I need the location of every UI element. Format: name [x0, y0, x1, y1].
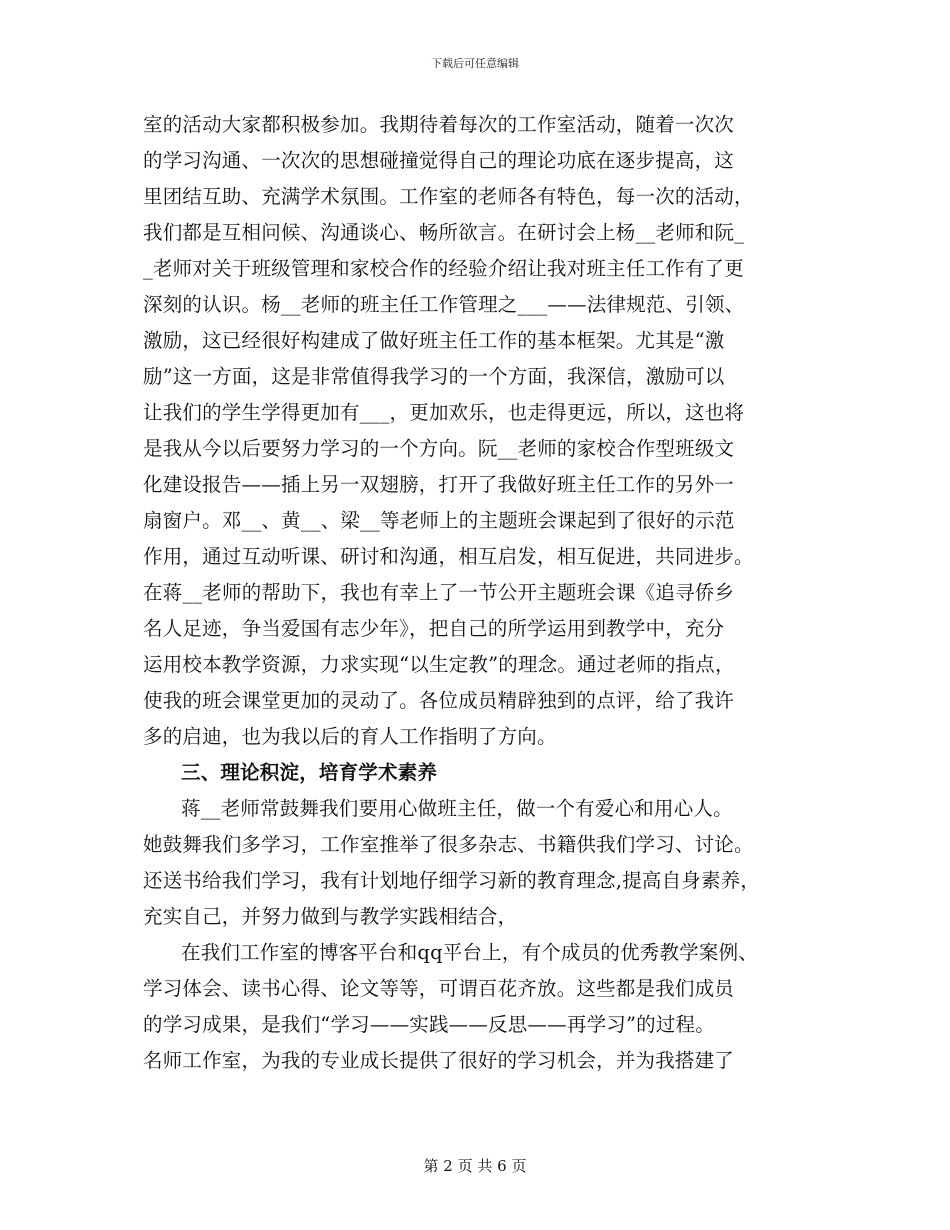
text-line: 励”这一方面，这是非常值得我学习的一个方面，我深信，激励可以	[143, 365, 725, 388]
text-line: 运用校本教学资源，力求实现“以生定教”的理念。通过老师的指点，	[143, 653, 735, 676]
text-line: 激励，这已经很好构建成了做好班主任工作的基本框架。尤其是“激	[143, 329, 725, 352]
text-line: 名师工作室，为我的专业成长提供了很好的学习机会，并为我搭建了	[143, 1049, 735, 1072]
text-line: 我们都是互相问候、沟通谈心、畅所欲言。在研讨会上杨__老师和阮_	[143, 221, 745, 244]
text-line: 是我从今以后要努力学习的一个方向。阮__老师的家校合作型班级文	[143, 437, 735, 460]
text-line: 深刻的认识。杨__老师的班主任工作管理之___——法律规范、引领、	[143, 293, 745, 316]
section-heading: 三、理论积淀，培育学术素养	[181, 761, 438, 784]
text-line: 名人足迹，争当爱国有志少年》，把自己的所学运用到教学中，充分	[143, 617, 725, 640]
text-line: 还送书给我们学习，我有计划地仔细学习新的教育理念,提高自身素养，	[143, 869, 761, 892]
text-line: 多的启迪，也为我以后的育人工作指明了方向。	[143, 725, 557, 748]
text-line: 蒋__老师常鼓舞我们要用心做班主任，做一个有爱心和用心人。	[181, 797, 733, 820]
text-line: 她鼓舞我们多学习，工作室推举了很多杂志、书籍供我们学习、讨论。	[143, 833, 754, 856]
text-line: 学习体会、读书心得、论文等等，可谓百花齐放。这些都是我们成员	[143, 977, 735, 1000]
text-line: 的学习成果，是我们“学习——实践——反思——再学习”的过程。	[143, 1013, 715, 1036]
text-line: 里团结互助、充满学术氛围。工作室的老师各有特色，每一次的活动，	[143, 185, 754, 208]
text-line: 使我的班会课堂更加的灵动了。各位成员精辟独到的点评，给了我许	[143, 689, 735, 712]
text-line: 扇窗户。邓__、黄__、梁__等老师上的主题班会课起到了很好的示范	[143, 509, 735, 532]
text-line: _老师对关于班级管理和家校合作的经验介绍让我对班主任工作有了更	[143, 257, 744, 280]
text-line: 化建设报告——插上另一双翅膀，打开了我做好班主任工作的另外一	[143, 473, 735, 496]
page-number: 第 2 页 共 6 页	[423, 1157, 527, 1175]
text-line: 室的活动大家都积极参加。我期待着每次的工作室活动，随着一次次	[143, 113, 735, 136]
text-line: 的学习沟通、一次次的思想碰撞觉得自己的理论功底在逐步提高，这	[143, 149, 735, 172]
text-line: 作用，通过互动听课、研讨和沟通，相互启发，相互促进，共同进步。	[143, 545, 754, 568]
text-line: 在蒋__老师的帮助下，我也有幸上了一节公开主题班会课《追寻侨乡	[143, 581, 735, 604]
text-line: 充实自己，并努力做到与教学实践相结合，	[143, 905, 518, 928]
page-header: 下载后可任意编辑	[431, 57, 519, 70]
text-line: 让我们的学生学得更加有___，更加欢乐，也走得更远，所以，这也将	[143, 401, 745, 424]
text-line: 在我们工作室的博客平台和qq平台上，有个成员的优秀教学案例、	[181, 941, 758, 964]
